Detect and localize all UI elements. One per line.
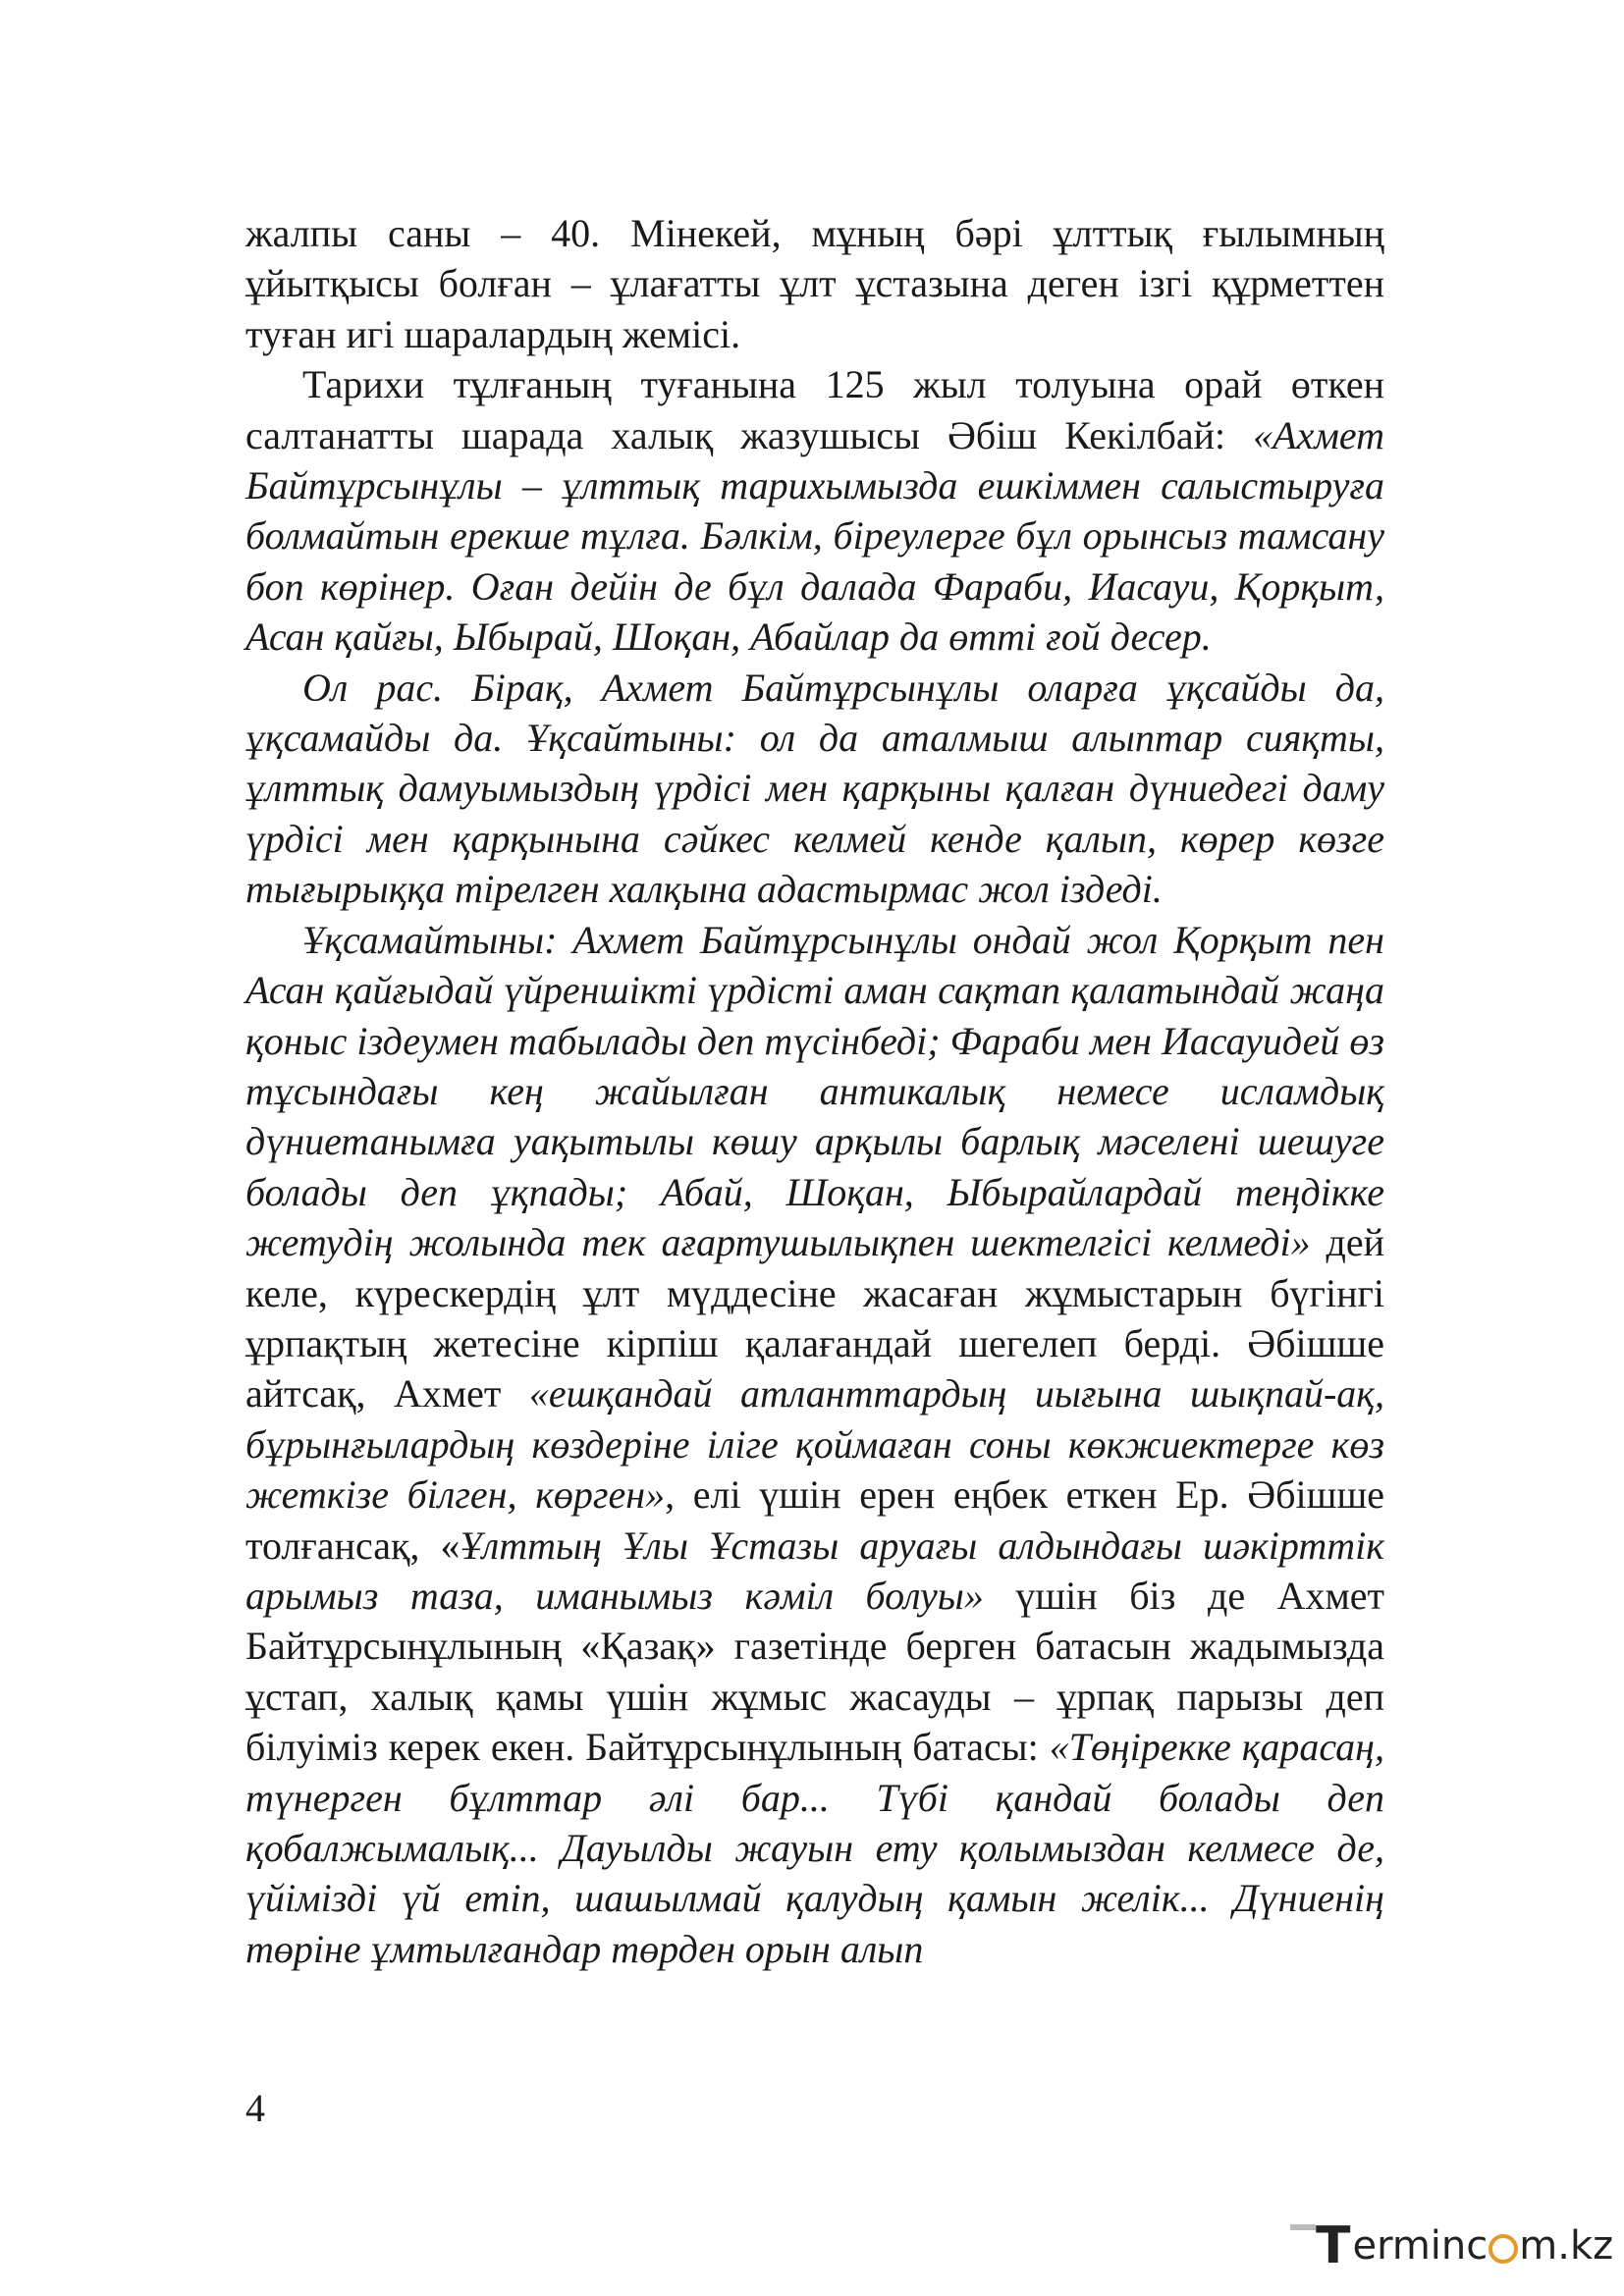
quote-text: «Ахмет Байтұрсынұлы – ұлттық тарихымызда ешкіммен салыстыруға болмайтын ерекше тұлға. Бәлкім, біреулерге бұл орынсыз тамсану боп көрінер. Оған дейін де бұл далада Фараби, Иасауи, Қорқыт, Асан қайғы, Ыбырай, Шоқан, Абайлар да өтті ғой десер. xyxy=(245,412,1384,660)
paragraph xyxy=(245,915,1384,1975)
plain-text: Тарихи тұлғаның туғанына 125 жыл толуына орай өткен салтанатты шарада халық жазушысы Әбіш Кекілбай: xyxy=(245,362,1384,457)
page-number: 4 xyxy=(245,2086,265,2130)
plain-text: жалпы саны – 40. Мінекей, мұның бәрі ұлттық ғылымның ұйытқысы болған – ұлағатты ұлт ұстазына деген ізгі құрметтен туған игі шаралардың жемісі. xyxy=(245,211,1384,356)
watermark-text-suffix: m.kz xyxy=(1519,2223,1614,2269)
quote-text: «ешқандай атланттардың иығына шықпай-ақ, бұрынғылардың көздеріне ілігe қоймаған соны көкжиектерге көз жеткізе білген, көрген» xyxy=(245,1371,1384,1518)
body-text xyxy=(245,208,1384,1974)
plain-text: үшін біз де Ахмет Байтұрсынұлының «Қазақ» газетінде берген батасын жадымызда ұстап, халық қамы үшін жұмыс жасауды – ұрпақ парызы деп білуіміз керек екен. Байтұрсынұлының батасы: xyxy=(245,1573,1384,1770)
watermark-o-ring-icon xyxy=(1489,2234,1518,2264)
quote-text: Ұқсамайтыны: Ахмет Байтұрсынұлы ондай жол Қорқыт пен Асан қайғыдай үйреншікті үрдісті аман сақтап қалатындай жаңа қоныс іздеумен табылады деп түсінбеді; Фараби мен Иасауидей өз тұсындағы кең жайылған антикалық немесе исламдық дүниетанымға уақытылы көшу арқылы барлық мәселені шешуге болады деп ұқпады; Абай, Шоқан, Ыбырайлардай теңдікке жетудің жолында тек ағартушылықпен шектелгісі келмеді» xyxy=(245,917,1384,1265)
paragraph xyxy=(245,359,1384,662)
watermark-text-middle: erminc xyxy=(1352,2223,1489,2269)
quote-text: «Төңірекке қарасаң, түнерген бұлттар әлі бар... Түбі қандай болады деп қобалжымалық... Дауылды жауын ету қолымыздан келмесе де, үйімізді үй етіп, шашылмай қалудың қамын желік... Дүниенің төріне ұмтылғандар төрден орын алып xyxy=(245,1725,1384,1971)
paragraph xyxy=(245,663,1384,915)
paragraph xyxy=(245,208,1384,359)
plain-text: , елі үшін ерен еңбек еткен Ер. Әбішше толғансақ, « xyxy=(245,1472,1384,1568)
quote-text: Ұлттың Ұлы Ұстазы аруағы алдындағы шәкірттік арымыз таза, иманымыз кәміл болуы» xyxy=(245,1522,1384,1618)
quote-text: Ол рас. Бірақ, Ахмет Байтұрсынұлы оларға ұқсайды да, ұқсамайды да. Ұқсайтыны: ол да аталмыш алыптар сияқты, ұлттық дамуымыздың үрдісі мен қарқыны қалған дүниедегі даму үрдісі мен қарқынына сәйкес келмей кенде қалып, көрер көзге тығырыққа тірелген халқына адастырмас жол іздеді. xyxy=(245,665,1384,912)
termincom-watermark-logo xyxy=(1316,2216,1613,2275)
watermark-t-letter: T xyxy=(1316,2216,1351,2275)
plain-text: дей келе, күрескердің ұлт мүддесіне жасаған жұмыстарын бүгінгі ұрпақтың жетесіне кірпіш қалағандай шегелеп берді. Әбішше айтсақ, Ахмет xyxy=(245,1220,1385,1416)
